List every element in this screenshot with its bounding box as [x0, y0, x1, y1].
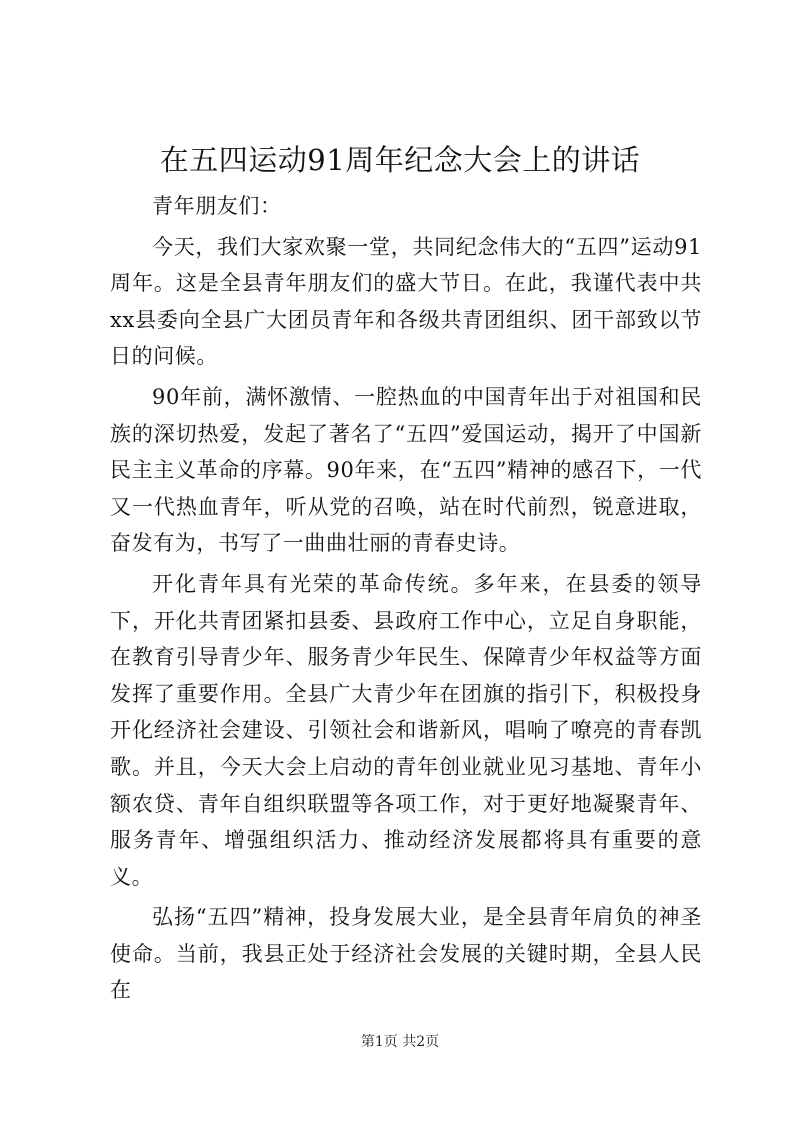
salutation-paragraph: 青年朋友们： [152, 194, 282, 218]
body-paragraph: 弘扬“五四”精神，投身发展大业，是全县青年肩负的神圣使命。当前，我县正处于经济社会发展的关键时期，全县人民在 [110, 905, 702, 1003]
document-title: 在五四运动91周年纪念大会上的讲话 [159, 143, 641, 177]
page-number-footer: 第1页 共2页 [360, 1034, 440, 1050]
document-body [110, 188, 702, 1013]
body-paragraph: 开化青年具有光荣的革命传统。多年来，在县委的领导下，开化共青团紧扣县委、县政府工作中心，立足自身职能，在教育引导青少年、服务青少年民生、保障青少年权益等方面发挥了重要作用。全县广大青少年在团旗的指引下，积极投身开化经济社会建设、引领社会和谐新风，唱响了嘹亮的青春凯歌。并且，今天大会上启动的青年创业就业见习基地、青年小额农贷、青年自组织联盟等各项工作，对于更好地凝聚青年、服务青年、增强组织活力、推动经济发展都将具有重要的意义。 [110, 571, 702, 889]
body-paragraph: 今天，我们大家欢聚一堂，共同纪念伟大的“五四”运动91周年。这是全县青年朋友们的盛大节日。在此，我谨代表中共xx县委向全县广大团员青年和各级共青团组织、团干部致以节日的问候。 [110, 234, 702, 369]
body-paragraph: 90年前，满怀激情、一腔热血的中国青年出于对祖国和民族的深切热爱，发起了著名了“五四”爱国运动，揭开了中国新民主主义革命的序幕。90年来，在“五四”精神的感召下，一代又一代热血青年，听从党的召唤，站在时代前烈，锐意进取，奋发有为，书写了一曲曲壮丽的青春史诗。 [110, 384, 702, 556]
